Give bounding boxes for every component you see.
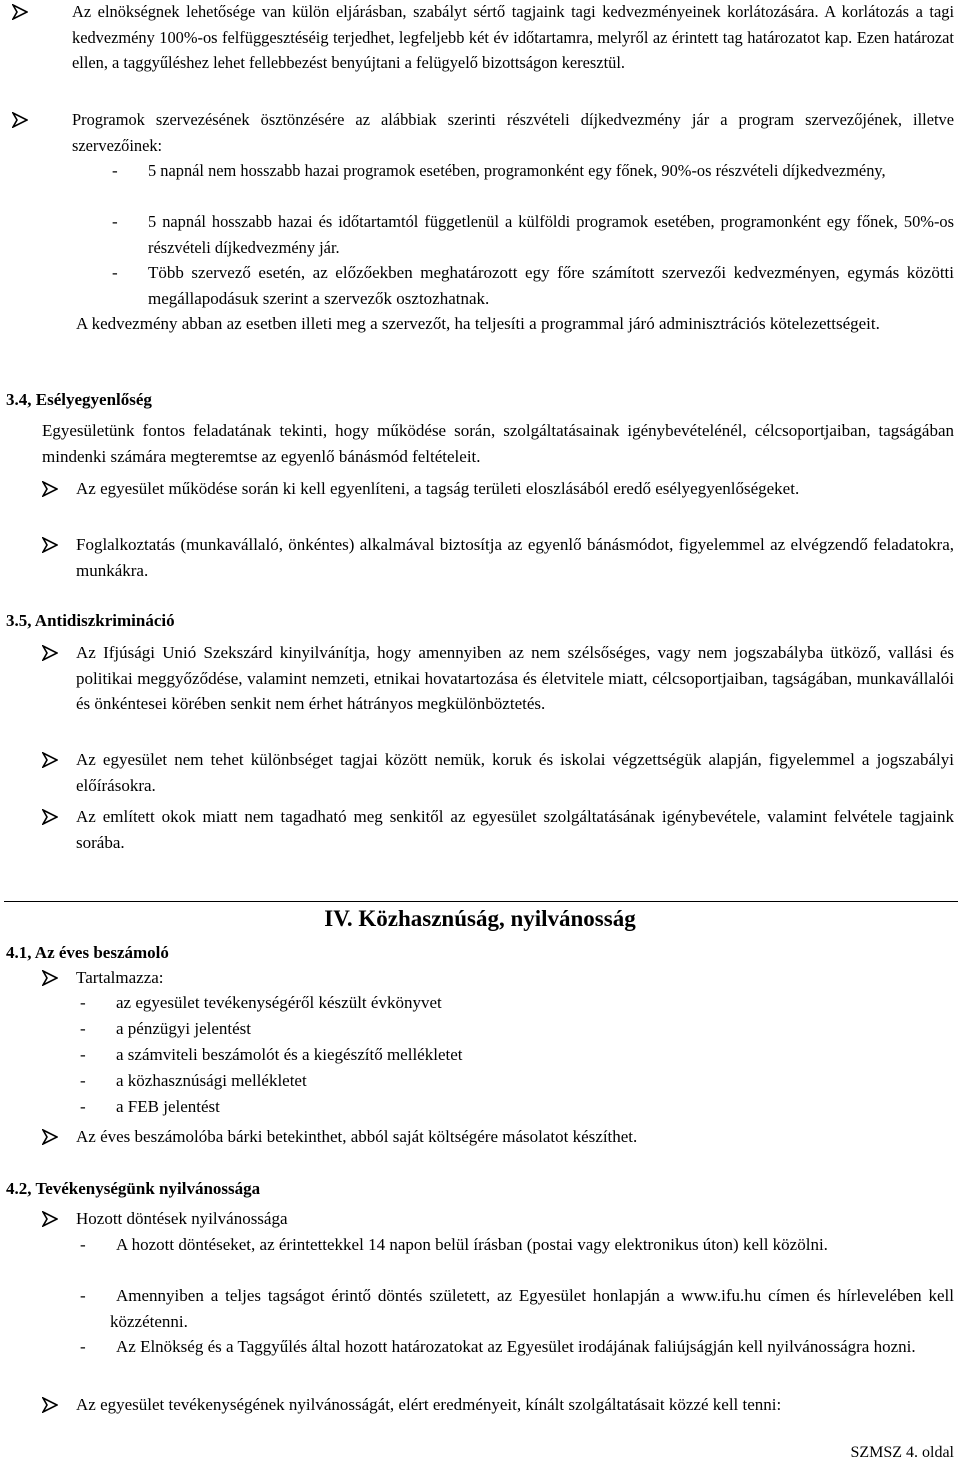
privilege-restriction-paragraph: Az elnökségnek lehetősége van külön eljárásban, szabályt sértő tagjaink tagi kedvezményeinek korlátozására. A korlátozás a tagi kedvezmény 100%-os felfüggesztéséig terjedhet, legfeljebb két év időtartamra, melyről az érintett tag határozatot kap. Ezen határozat ellen, a taggyűléshez lehet fellebbezést benyújtani a felügyelő bizottságon keresztül.: [72, 2, 954, 72]
list-item: a pénzügyi jelentést: [116, 1019, 252, 1038]
list-item: a közhasznúsági mellékletet: [116, 1071, 307, 1090]
program-organizer-paragraph: Programok szervezésének ösztönzésére az alábbiak szerinti részvételi díjkedvezmény jár a program szervezőjének, illetve szervezőinek:: [72, 110, 954, 155]
list-item: az egyesület tevékenységéről készült évkönyvet: [116, 993, 442, 1012]
section-3-4-intro: Egyesületünk fontos feladatának tekinti, hogy működése során, szolgáltatásainak igénybevételénél, célcsoportjaiban, tagságában mindenki számára megteremtse az egyenlő bánásmód feltételeit.: [42, 421, 954, 466]
list-item: 5 napnál nem hosszabb hazai programok esetében, programonként egy főnek, 90%-os részvételi díjkedvezmény,: [148, 161, 886, 180]
section-3-5-title: 3.5, Antidiszkrimináció: [6, 611, 175, 630]
list-item: A hozott döntéseket, az érintettekkel 14 napon belül írásban (postai vagy elektronikus úton) kell közölni.: [116, 1235, 828, 1254]
section-4-2-title: 4.2, Tevékenységünk nyilvánossága: [6, 1179, 261, 1198]
list-dash: -: [80, 1019, 86, 1038]
member-distinction-paragraph: Az egyesület nem tehet különbséget tagjai között nemük, koruk és iskolai végzettségük alapján, figyelemmel a jogszabályi előírásokra.: [76, 750, 954, 795]
arrowhead-bullet-icon: [42, 752, 58, 768]
report-access-paragraph: Az éves beszámolóba bárki betekinthet, abból saját költségére másolatot készíthet.: [76, 1127, 638, 1146]
arrowhead-bullet-icon: [42, 481, 58, 497]
arrowhead-bullet-icon: [42, 1211, 58, 1227]
arrowhead-bullet-icon: [42, 970, 58, 986]
list-dash: -: [80, 1286, 86, 1305]
equalization-paragraph: Az egyesület működése során ki kell egyenlíteni, a tagság területi eloszlásából eredő esélyegyenlőségeket.: [76, 479, 800, 498]
chapter-divider: [4, 901, 958, 902]
organizer-condition-paragraph: A kedvezmény abban az esetben illeti meg a szervezőt, ha teljesíti a programmal járó adminisztrációs kötelezettségeit.: [76, 314, 880, 333]
list-dash: -: [80, 1235, 86, 1254]
list-item: a FEB jelentést: [116, 1097, 220, 1116]
arrowhead-bullet-icon: [42, 537, 58, 553]
arrowhead-bullet-icon: [42, 809, 58, 825]
employment-paragraph: Foglalkoztatás (munkavállaló, önkéntes) alkalmával biztosítja az egyenlő bánásmódot, figyelemmel az elvégzendő feladatokra, munkákra.: [76, 535, 954, 580]
contents-label: Tartalmazza:: [76, 968, 164, 987]
arrowhead-bullet-icon: [12, 4, 28, 20]
section-3-4-title: 3.4, Esélyegyenlőség: [6, 390, 152, 409]
activity-publicity-paragraph: Az egyesület tevékenységének nyilvánosságát, elért eredményeit, kínált szolgáltatásait közzé kell tenni:: [76, 1395, 782, 1414]
arrowhead-bullet-icon: [42, 1397, 58, 1413]
list-dash: -: [112, 212, 118, 231]
list-dash: -: [80, 1071, 86, 1090]
service-access-paragraph: Az említett okok miatt nem tagadható meg senkitől az egyesület szolgáltatásának igénybevétele, valamint felvétele tagjaink sorába.: [76, 807, 954, 852]
list-dash: -: [80, 1045, 86, 1064]
list-dash: -: [112, 161, 118, 180]
section-4-1-title: 4.1, Az éves beszámoló: [6, 943, 169, 962]
list-item: Amennyiben a teljes tagságot érintő döntés született, az Egyesület honlapján a www.ifu.hu címen és hírlevelében kell közzétenni.: [110, 1286, 954, 1331]
list-item: Több szervező esetén, az előzőekben meghatározott egy főre számított szervezői kedvezményen, egymás közötti megállapodásuk szerint a szervezők osztozhatnak.: [148, 263, 954, 308]
chapter-heading: IV. Közhasznúság, nyilvánosság: [324, 906, 636, 931]
list-dash: -: [80, 993, 86, 1012]
non-discrimination-paragraph: Az Ifjúsági Unió Szekszárd kinyilvánítja, hogy amennyiben az nem szélsőséges, vagy nem jogszabályba ütköző, vallási és politikai meggyőződése, valamint nemzeti, etnikai hovatartozása és életvitele miatt, célcsoportjaiban, tagságában, munkavállalói és önkéntesei körében senkit nem érhet hátrányos megkülönböztetés.: [76, 643, 954, 713]
arrowhead-bullet-icon: [42, 645, 58, 661]
list-item: 5 napnál hosszabb hazai és időtartamtól függetlenül a külföldi programok esetében, programonként egy főnek, 50%-os részvételi díjkedvezmény jár.: [148, 212, 954, 257]
list-dash: -: [112, 263, 118, 282]
list-dash: -: [80, 1097, 86, 1116]
arrowhead-bullet-icon: [12, 112, 28, 128]
list-item: a számviteli beszámolót és a kiegészítő mellékletet: [116, 1045, 463, 1064]
page-footer: SZMSZ 4. oldal: [850, 1444, 954, 1461]
decisions-publicity-label: Hozott döntések nyilvánossága: [76, 1209, 288, 1228]
list-dash: -: [80, 1337, 86, 1356]
list-item: Az Elnökség és a Taggyűlés által hozott határozatokat az Egyesület irodájának faliújságján kell nyilvánosságra hozni.: [116, 1337, 916, 1356]
arrowhead-bullet-icon: [42, 1129, 58, 1145]
